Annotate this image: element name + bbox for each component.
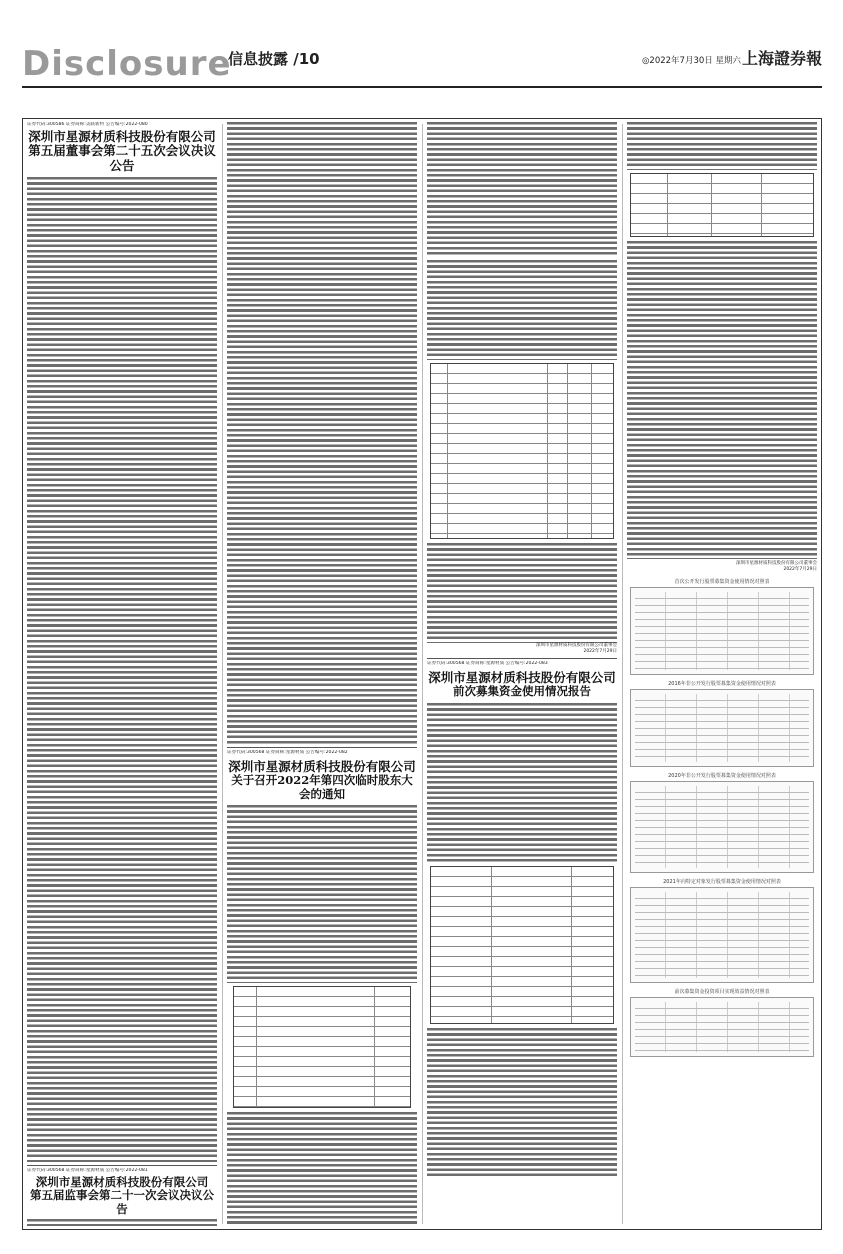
announcement-body-text (427, 703, 617, 863)
column-divider (622, 124, 623, 1224)
announcement-body-text (227, 1112, 417, 1226)
announcement-company-title: 深圳市星源材质科技股份有限公司 (428, 670, 616, 685)
announcement-body-text (27, 177, 217, 1162)
announcement-body-text (627, 122, 817, 170)
appendix-table-image (630, 997, 814, 1057)
signature-date: 2022年7月29日 (583, 649, 617, 654)
announcement-title: 第五届监事会第二十一次会议决议公告 (30, 1188, 214, 1216)
appendix-caption: 首次公开发行股票募集资金使用情况对照表 (674, 579, 770, 585)
newspaper-name: 上海證券報 (741, 49, 822, 68)
fund-account-table (430, 866, 614, 1024)
announcement-body-text (227, 805, 417, 983)
appendix-table-image (630, 887, 814, 983)
appendix-table-image (630, 689, 814, 767)
column-divider (222, 124, 223, 1224)
announcement-company-title: 深圳市星源材质科技股份有限公司 (228, 759, 416, 774)
signature-line: 深圳市星源材质科技股份有限公司董事会 (736, 561, 817, 566)
announcement-code-line: 证券代码:300568 证券简称:星源材质 公告编号:2022-081 (27, 1168, 148, 1174)
signature-line: 深圳市星源材质科技股份有限公司董事会 (536, 643, 617, 648)
announcement-body-text (427, 1028, 617, 1178)
header-rule (22, 86, 822, 88)
announcement-body-text (427, 122, 617, 256)
proposal-table (233, 986, 411, 1108)
announcement-code-line: 证券代码:300568 证券简称:星源材质 公告编号:2022-083 (427, 661, 548, 666)
appendix-caption: 2016年非公开发行股票募集资金使用情况对照表 (668, 681, 776, 687)
announcement-body-text (627, 241, 817, 559)
appendix-caption: 前次募集资金投资项目实现效益情况对照表 (674, 989, 770, 995)
announcement-title: 关于召开2022年第四次临时股东大会的通知 (231, 773, 413, 801)
appendix-table-image (630, 587, 814, 675)
announcement-body-text (27, 1219, 217, 1226)
announcement-body-text (427, 260, 617, 360)
announcement-company-title: 深圳市星源材质科技股份有限公司 (28, 129, 216, 144)
appendix-caption: 2020年非公开发行股票募集资金使用情况对照表 (668, 773, 776, 779)
appendix-table-image (630, 781, 814, 873)
voting-table (430, 363, 614, 539)
signature-date: 2022年7月29日 (783, 567, 817, 572)
section-title: 信息披露 /10 (228, 50, 320, 68)
masthead: Disclosure (22, 44, 232, 84)
issue-date: ◎2022年7月30日 星期六 (642, 56, 741, 66)
announcement-title: 前次募集资金使用情况报告 (453, 684, 591, 699)
announcement-body-text (427, 543, 617, 643)
column-divider (422, 124, 423, 1224)
column-4 (627, 122, 817, 1226)
announcement-body-text (227, 122, 417, 744)
announcement-company-title: 深圳市星源材质科技股份有限公司 (35, 1175, 209, 1190)
announcement-code-line: 证券代码:300568 证券简称:星源材质 公告编号:2022-082 (227, 750, 348, 755)
column-2 (227, 122, 417, 1226)
appendix-caption: 2021年向特定对象发行股票募集资金使用情况对照表 (663, 879, 781, 885)
announcement-code-line: 证券代码:300586 证券简称:美联新材 公告编号:2022-080 (27, 122, 148, 127)
column-3 (427, 122, 617, 1226)
announcement-divider (27, 1165, 217, 1166)
announcement-divider (227, 747, 417, 748)
announcement-divider (427, 658, 617, 659)
fund-usage-table (630, 173, 814, 237)
column-1 (27, 122, 217, 1226)
announcement-title: 第五届董事会第二十五次会议决议公告 (28, 143, 216, 173)
page-header (22, 44, 822, 84)
